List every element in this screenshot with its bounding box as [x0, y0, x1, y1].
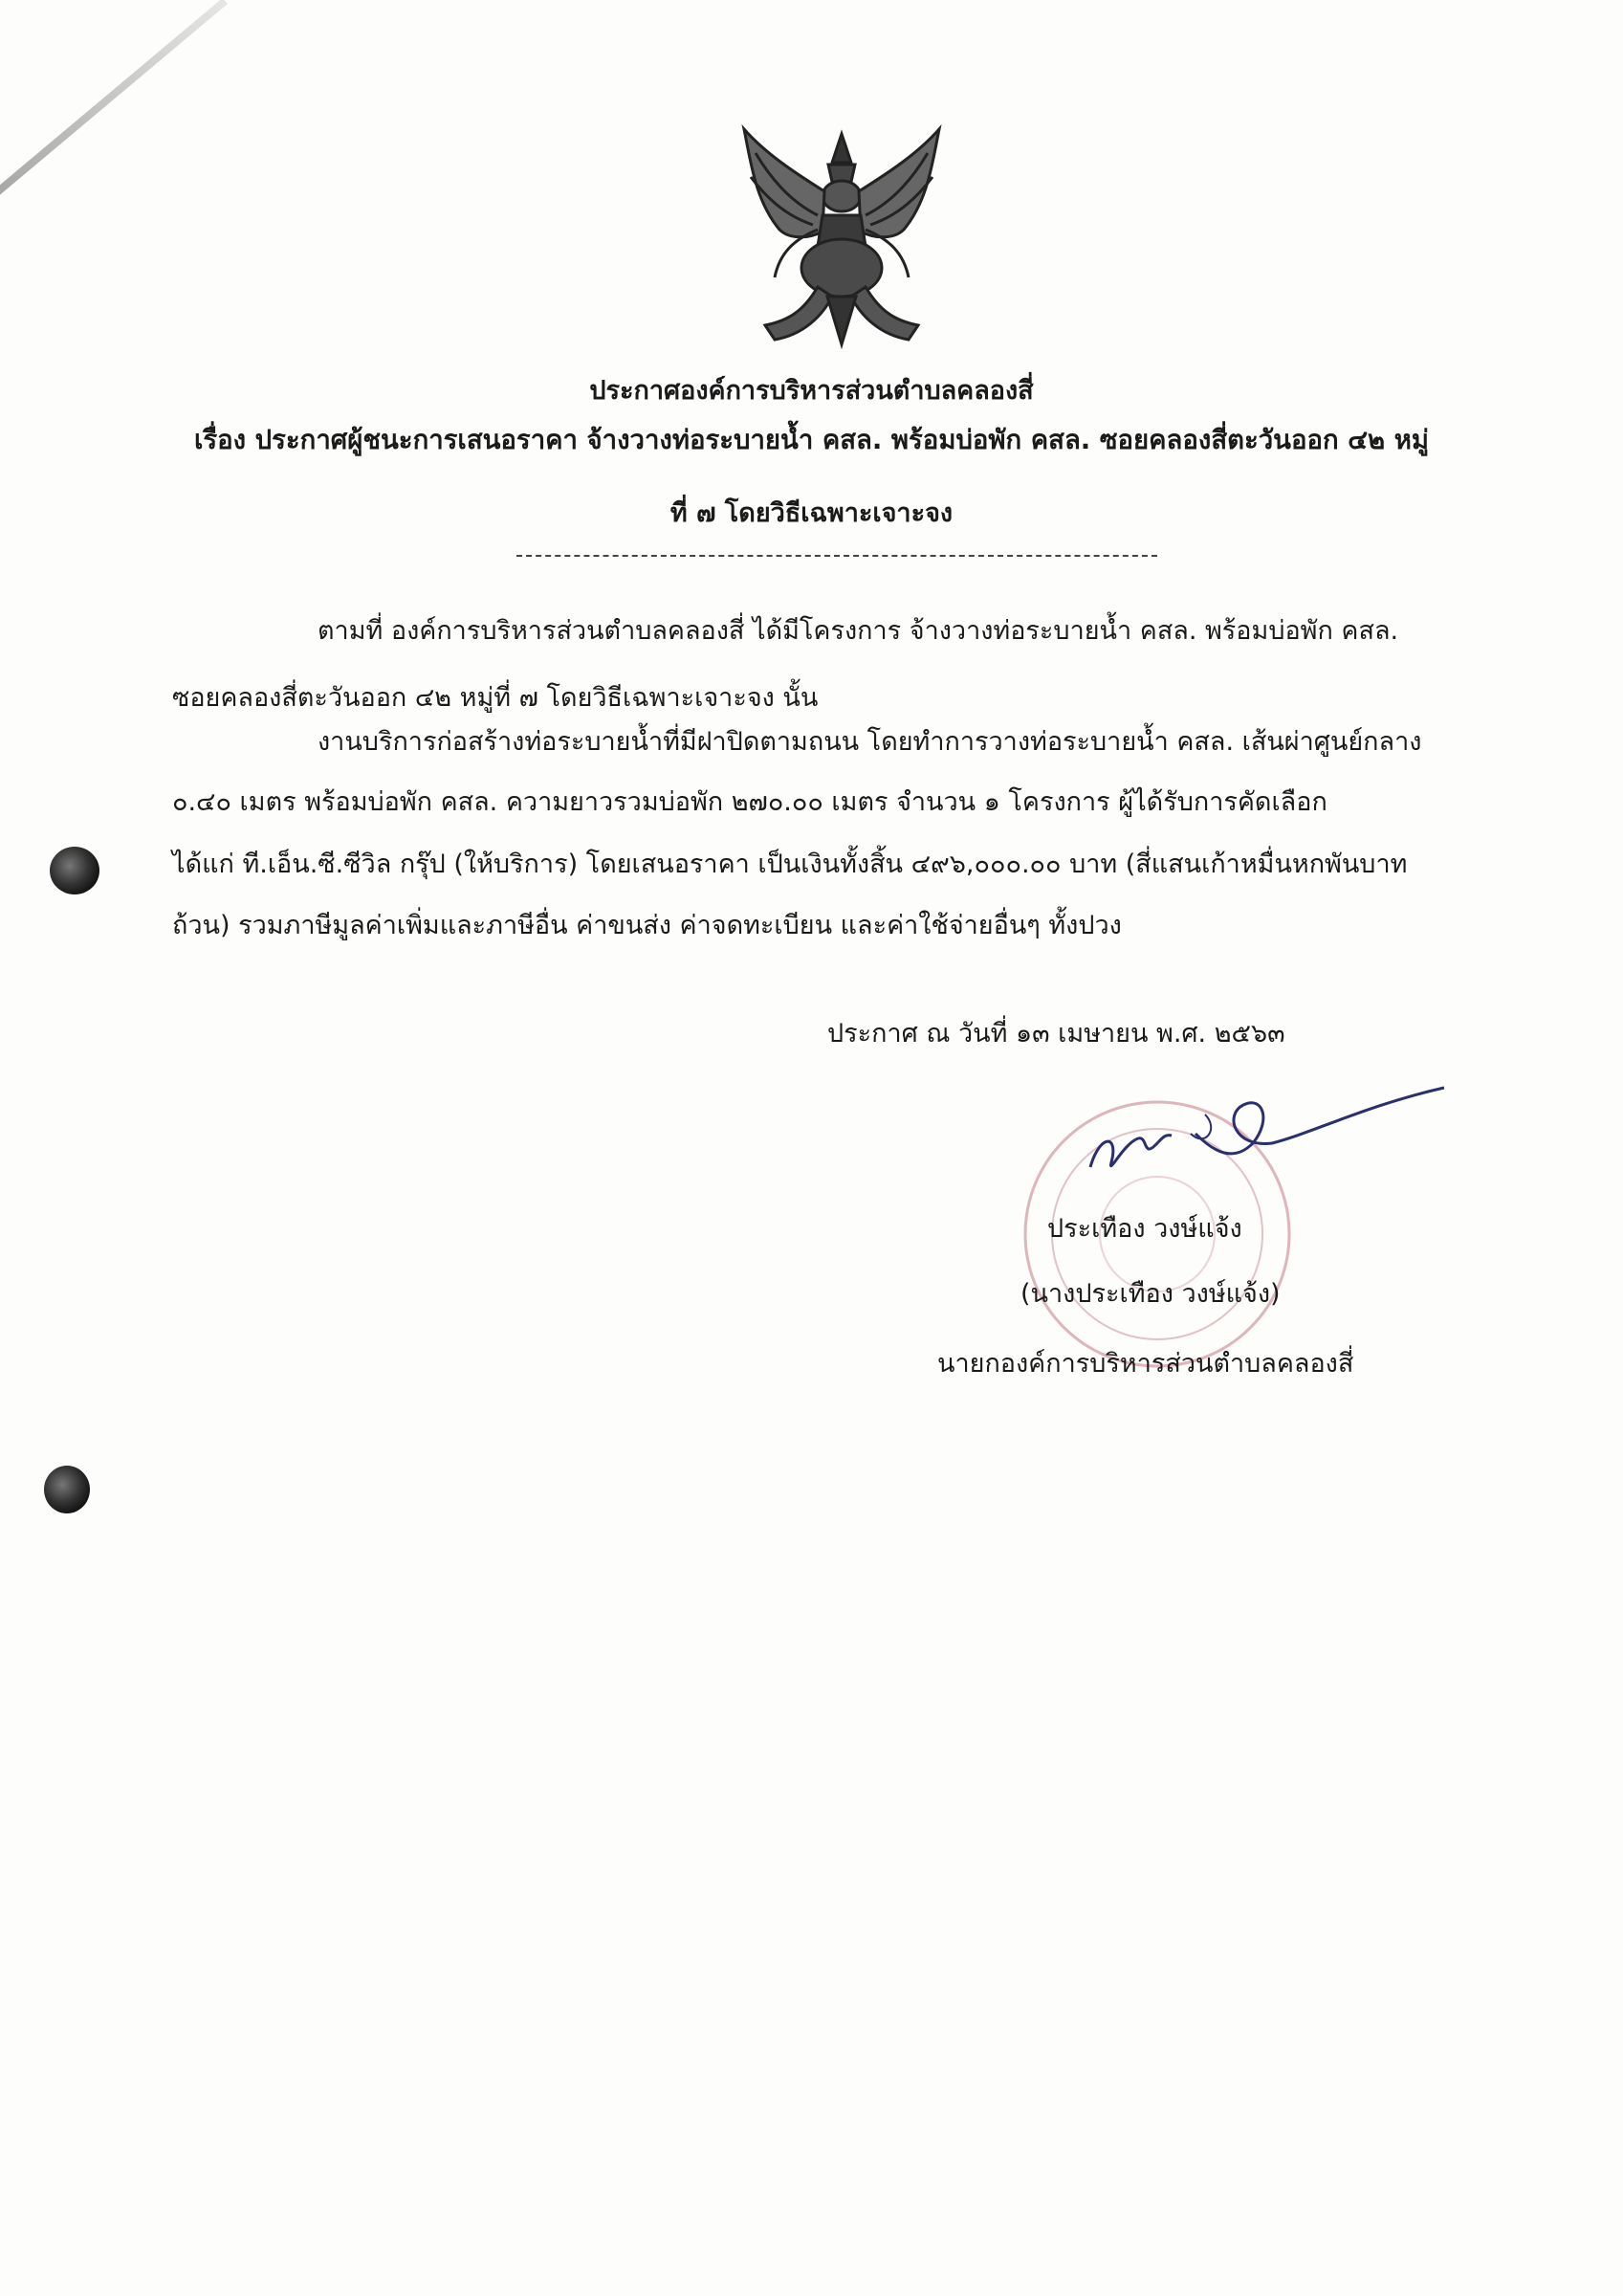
paragraph-1-line-1: ตามที่ องค์การบริหารส่วนตำบลคลองสี่ ได้มีโครงการ จ้างวางท่อระบายน้ำ คสล. พร้อมบ่อพัก คสล.	[318, 616, 1399, 646]
signer-title: นายกองค์การบริหารส่วนตำบลคลองสี่	[937, 1349, 1354, 1379]
paragraph-2-line-3: ได้แก่ ที.เอ็น.ซี.ซีวิล กรุ๊ป (ให้บริการ) โดยเสนอราคา เป็นเงินทั้งสิ้น ๔๙๖,๐๐๐.๐๐ บาท (สี่แสนเก้าหมื่นหกพันบาท	[172, 850, 1408, 879]
signer-name: ประเทือง วงษ์แจ้ง	[1047, 1214, 1242, 1244]
paragraph-2-line-2: ๐.๔๐ เมตร พร้อมบ่อพัก คสล. ความยาวรวมบ่อพัก ๒๗๐.๐๐ เมตร จำนวน ๑ โครงการ ผู้ได้รับการคัดเลือก	[172, 787, 1327, 817]
divider-line	[516, 555, 1157, 557]
org-title: ประกาศองค์การบริหารส่วนตำบลคลองสี่	[589, 376, 1034, 406]
scan-edge-mark	[0, 0, 228, 207]
signer-full-name: (นางประเทือง วงษ์แจ้ง)	[1020, 1279, 1281, 1309]
punch-hole-bottom	[44, 1466, 90, 1513]
paragraph-1-line-2: ซอยคลองสี่ตะวันออก ๔๒ หมู่ที่ ๗ โดยวิธีเฉพาะเจาะจง นั้น	[172, 683, 819, 713]
punch-hole-top	[50, 847, 99, 894]
paragraph-2-line-4: ถ้วน) รวมภาษีมูลค่าเพิ่มและภาษีอื่น ค่าขนส่ง ค่าจดทะเบียน และค่าใช้จ่ายอื่นๆ ทั้งปวง	[172, 911, 1122, 940]
signature	[1052, 1076, 1454, 1191]
paragraph-2-line-1: งานบริการก่อสร้างท่อระบายน้ำที่มีฝาปิดตามถนน โดยทำการวางท่อระบายน้ำ คสล. เส้นผ่าศูนย์กลาง	[318, 727, 1422, 757]
subject-line-2: ที่ ๗ โดยวิธีเฉพาะเจาะจง	[669, 498, 954, 528]
subject-line-1: เรื่อง ประกาศผู้ชนะการเสนอราคา จ้างวางท่อระบายน้ำ คสล. พร้อมบ่อพัก คสล. ซอยคลองสี่ตะวันออก ๔๒ หมู่	[193, 425, 1429, 455]
garuda-emblem	[736, 124, 947, 349]
announcement-date: ประกาศ ณ วันที่ ๑๓ เมษายน พ.ศ. ๒๕๖๓	[827, 1019, 1285, 1049]
